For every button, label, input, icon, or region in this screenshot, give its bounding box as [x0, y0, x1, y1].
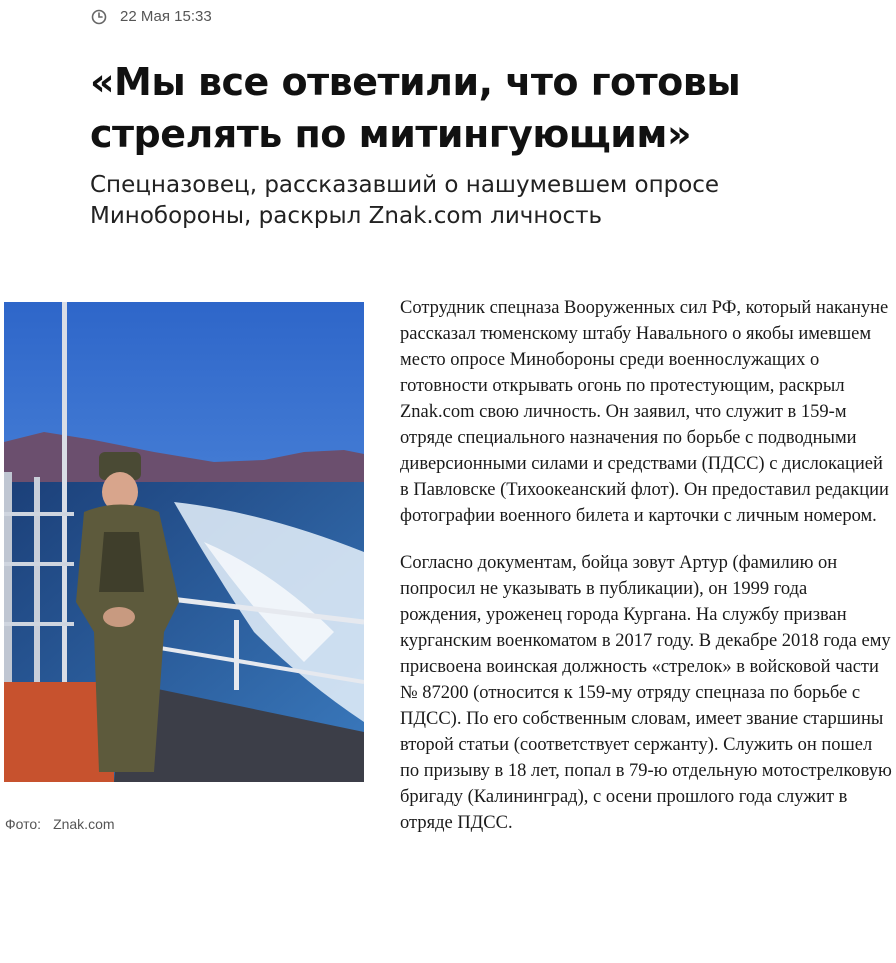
- caption-label: Фото:: [5, 816, 42, 832]
- photo-float-spacer: [90, 295, 400, 867]
- clock-icon: [91, 9, 107, 25]
- article-subtitle: Спецназовец, рассказавший о нашумевшем опросе Минобороны, раскрыл Znak.com личность: [90, 172, 720, 229]
- publish-date: 22 Мая 15:33: [120, 8, 212, 25]
- article-title: «Мы все ответили, что готовы стрелять по митингующим»: [90, 60, 741, 156]
- caption-source: Znak.com: [53, 816, 115, 832]
- article-body: [90, 295, 892, 867]
- paragraph: Согласно документам, бойца зовут Артур (фамилию он попросил не указывать в публикации), он 1999 года рождения, уроженец города Кургана. На службу призван курганским военкоматом в 2017 году. В декабре 2018 года ему присвоена воинская должность «стрелок» в войсковой части № 87200 (относится к 159-му отряду спецназа по борьбе с ПДСС). По его собственным словам, имеет звание старшины второй статьи (соответствует сержанту). Служить он пошел по призыву в 18 лет, попал в 79-ю отдельную мотострелковую бригаду (Калининград), с осени прошлого года служит в отряде ПДСС.: [400, 553, 892, 833]
- article-meta: [91, 8, 212, 25]
- paragraph: Сотрудник спецназа Вооруженных сил РФ, который накануне рассказал тюменскому штабу Навального о якобы имевшем место опросе Минобороны среди военнослужащих о готовности открывать огонь по протестующим, раскрыл Znak.com свою личность. Он заявил, что служит в 159-м отряде специального назначения по борьбе с подводными диверсионными силами и средствами (ПДСС) с дислокацией в Павловске (Тихоокеанский флот). Он предоставил редакции фотографии военного билета и карточки с личным номером.: [400, 298, 889, 526]
